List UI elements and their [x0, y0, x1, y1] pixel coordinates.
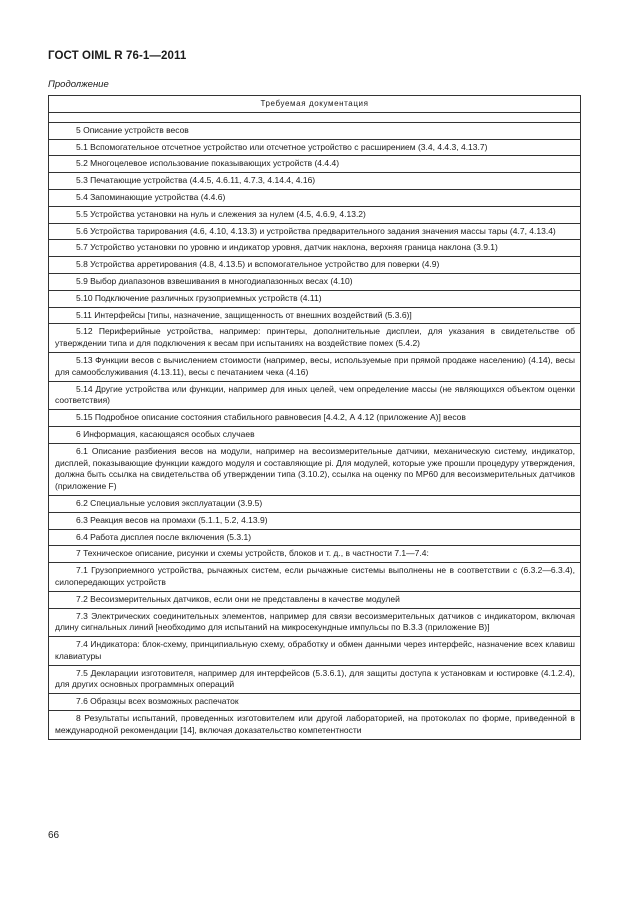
row-text: 5 Описание устройств весов [76, 124, 189, 135]
row-text: 5.14 Другие устройства или функции, например для иных целей, чем определение массы (не являющихся объектом оценки соответствия) [55, 383, 575, 406]
table-row [49, 512, 581, 529]
table-row [49, 139, 581, 156]
table-row [49, 206, 581, 223]
table-cell [49, 665, 581, 694]
page-header: ГОСТ OIML R 76-1—2011 [48, 50, 187, 62]
table-row [49, 290, 581, 307]
row-text: 7.3 Электрических соединительных элементов, например для связи весоизмерительных датчиков с индикатором, включая длину сигнальных линий [необходимо для испытаний на микросекундные импульсы по В.3.3 (приложение В)] [55, 610, 575, 633]
table-cell [49, 156, 581, 173]
table-cell [49, 512, 581, 529]
table-row [49, 694, 581, 711]
table-row [49, 426, 581, 443]
table-row [49, 173, 581, 190]
table-row [49, 307, 581, 324]
row-text: 5.7 Устройство установки по уровню и индикатор уровня, датчик наклона, верхняя граница наклона (3.9.1) [76, 242, 498, 253]
table-cell [49, 443, 581, 495]
continuation-label: Продолжение [48, 79, 109, 90]
table-row [49, 637, 581, 666]
table-row [49, 223, 581, 240]
row-text: 7.5 Декларации изготовителя, например для интерфейсов (5.3.6.1), для защиты доступа к установкам и юстировке (4.1.2.4), для других основных программных операций [55, 667, 575, 690]
table-row [49, 381, 581, 410]
table-cell [49, 307, 581, 324]
row-text: 7.1 Грузоприемного устройства, рычажных систем, если рычажные системы выполнены не в соответствии с (6.3.2—6.3.4), силопередающих устройств [55, 565, 575, 587]
row-text: 5.3 Печатающие устройства (4.4.5, 4.6.11, 4.7.3, 4.14.4, 4.16) [76, 175, 316, 186]
table-cell [49, 410, 581, 427]
table-cell [49, 529, 581, 546]
table-row [49, 352, 581, 381]
table-row [49, 257, 581, 274]
row-text: 6.2 Специальные условия эксплуатации (3.9.5) [76, 497, 263, 508]
table-cell [49, 240, 581, 257]
documentation-table [48, 95, 581, 740]
table-cell [49, 711, 581, 740]
row-text: 5.13 Функции весов с вычислением стоимости (например, весы, используемые при прямой продаже населению) (4.14), весы для самообслуживания (4.13.11), весы с печатанием чека (4.16) [55, 354, 575, 377]
table-row [49, 591, 581, 608]
table-row [49, 443, 581, 495]
table-row [49, 608, 581, 637]
row-text: 6.3 Реакция весов на промахи (5.1.1, 5.2, 4.13.9) [76, 514, 268, 525]
table-cell [49, 324, 581, 353]
table-row [49, 156, 581, 173]
row-text: 7.2 Весоизмерительных датчиков, если они не представлены в качестве модулей [76, 593, 400, 604]
table-row [49, 546, 581, 563]
row-text: 5.10 Подключение различных грузоприемных устройств (4.11) [76, 292, 322, 303]
table-row [49, 495, 581, 512]
row-text: 5.15 Подробное описание состояния стабильного равновесия [4.4.2, А 4.12 (приложение А)] весов [76, 412, 466, 423]
table-cell [49, 223, 581, 240]
table-cell [49, 122, 581, 139]
row-text: 7.4 Индикатора: блок-схему, принципиальную схему, обработку и обмен данными через интерфейс, назначение всех клавиш клавиатуры [55, 639, 575, 661]
table-cell [49, 257, 581, 274]
table-cell [49, 273, 581, 290]
table-row [49, 711, 581, 740]
table-cell [49, 495, 581, 512]
row-text: 5.2 Многоцелевое использование показывающих устройств (4.4.4) [76, 158, 340, 169]
table-row [49, 529, 581, 546]
row-text: 6.1 Описание разбиения весов на модули, например на весоизмерительные датчики, механическую систему, индикатор, дисплей, показывающие функции каждого модуля и составляющие pi. Для модулей, которые уже прошли процедуру утверждения, должна быть ссылка на свидетельства об утверждении типа (3.10.2), ссылка на оценку по МР60 для весоизмерительных датчиков (приложение F) [55, 445, 575, 492]
row-text: 5.12 Периферийные устройства, например: принтеры, дополнительные дисплеи, для указания в свидетельстве об утверждении типа и для подключения к весам при испытаниях на воздействие помех (5.4.2) [55, 326, 575, 349]
table-cell [49, 608, 581, 637]
table-row [49, 324, 581, 353]
table-cell [49, 591, 581, 608]
table-cell [49, 189, 581, 206]
table-row [49, 122, 581, 139]
row-text: 8 Результаты испытаний, проведенных изготовителем или другой лабораторией, на протоколах по форме, приведенной в международной рекомендации [14], включая доказательство компетентности [55, 713, 575, 735]
table-row [49, 189, 581, 206]
table-row [49, 273, 581, 290]
row-text: 7 Техническое описание, рисунки и схемы устройств, блоков и т. д., в частности 7.1—7.4: [76, 548, 429, 559]
table-cell [49, 563, 581, 592]
table-cell [49, 352, 581, 381]
row-text: 6 Информация, касающаяся особых случаев [76, 428, 255, 439]
row-text: 7.6 Образцы всех возможных распечаток [76, 696, 239, 707]
table-cell [49, 426, 581, 443]
table-cell [49, 546, 581, 563]
table-cell [49, 694, 581, 711]
row-text: 5.4 Запоминающие устройства (4.4.6) [76, 191, 226, 202]
table-cell [49, 139, 581, 156]
table-row [49, 410, 581, 427]
row-text: 5.8 Устройства арретирования (4.8, 4.13.5) и вспомогательное устройство для поверки (4.9) [76, 259, 440, 270]
table-cell [49, 637, 581, 666]
table-row [49, 563, 581, 592]
page-number: 66 [48, 830, 60, 841]
row-text: 5.5 Устройства установки на нуль и слежения за нулем (4.5, 4.6.9, 4.13.2) [76, 208, 366, 219]
table-cell [49, 173, 581, 190]
row-text: 5.9 Выбор диапазонов взвешивания в многодиапазонных весах (4.10) [76, 275, 353, 286]
table-row [49, 665, 581, 694]
row-text: 6.4 Работа дисплея после включения (5.3.1) [76, 531, 252, 542]
spacer-row [49, 112, 581, 122]
table-cell [49, 381, 581, 410]
table-cell [49, 290, 581, 307]
table-cell [49, 206, 581, 223]
table-row [49, 240, 581, 257]
row-text: 5.1 Вспомогательное отсчетное устройство или отсчетное устройство с расширением (3.4, 4.4.3, 4.13.7) [76, 141, 488, 152]
row-text: 5.6 Устройства тарирования (4.6, 4.10, 4.13.3) и устройства предварительного задания значения массы тары (4.7, 4.13.4) [76, 225, 556, 236]
column-header: Требуемая документация [49, 96, 581, 113]
row-text: 5.11 Интерфейсы [типы, назначение, защищенность от внешних воздействий (5.3.6)] [76, 309, 412, 320]
